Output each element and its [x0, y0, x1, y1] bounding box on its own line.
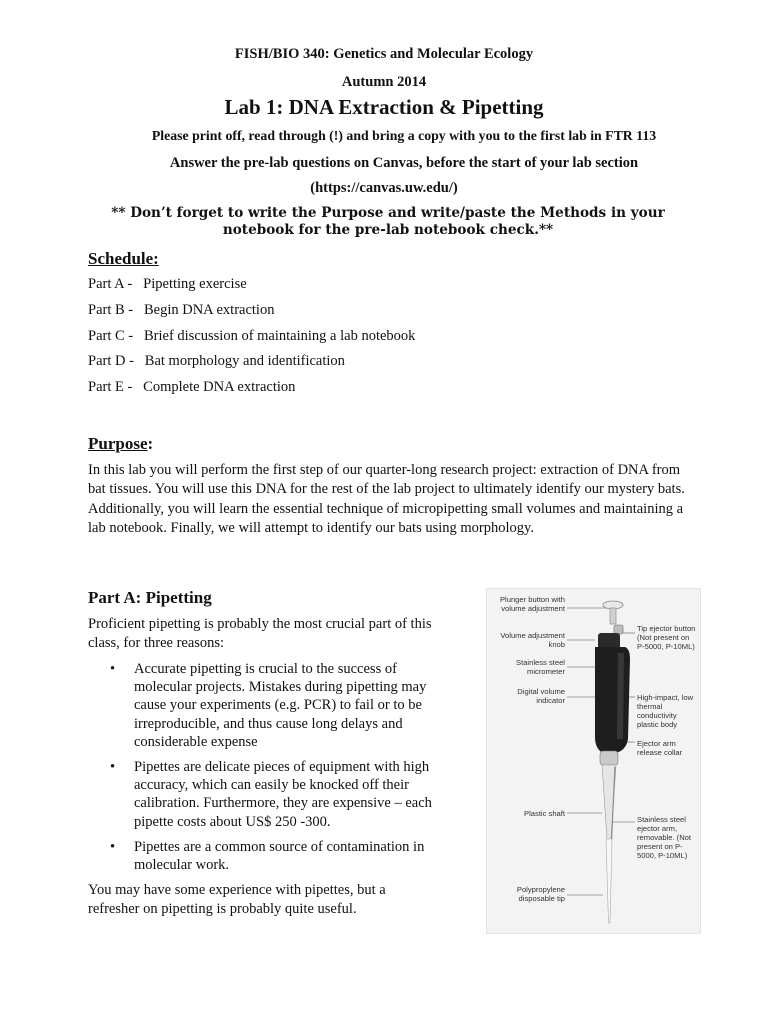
- bullet-item: [108, 758, 448, 831]
- plunger-stem: [610, 608, 616, 624]
- part-a-bullets: [108, 660, 448, 881]
- adjustment-knob: [598, 633, 620, 649]
- term: Autumn 2014: [341, 74, 427, 90]
- bullet-item: [108, 660, 448, 751]
- bullet-dot: •: [110, 838, 116, 855]
- canvas-url: (https://canvas.uw.edu/): [310, 180, 458, 196]
- course-title: FISH/BIO 340: Genetics and Molecular Ecology: [234, 46, 534, 62]
- bullet-dot: •: [110, 759, 116, 776]
- bullet-text: Accurate pipetting is crucial to the success of molecular projects. Mistakes during pipetting may cause your experiments (e.g. PCR) to fail or to be irreproducible, and thus cause long delays and considerable expense: [134, 661, 427, 750]
- pipette-body: [595, 647, 630, 753]
- schedule-list: [88, 273, 415, 402]
- bullet-text: Pipettes are a common source of contamination in molecular work.: [134, 838, 425, 874]
- schedule-item: Part B - Begin DNA extraction: [88, 301, 275, 318]
- schedule-item: Part C - Brief discussion of maintaining a lab notebook: [88, 327, 416, 344]
- label-knob: Volume adjustment knob: [500, 631, 565, 649]
- purpose-heading-colon: :: [147, 434, 154, 453]
- part-a-heading: Part A: Pipetting: [88, 588, 212, 607]
- disposable-tip: [606, 839, 612, 923]
- label-ejector-arm: Stainless steel ejector arm, removable. (Not present on P-5000, P-10ML): [637, 815, 692, 860]
- release-collar: [600, 751, 618, 765]
- lab-title: Lab 1: DNA Extraction & Pipetting: [224, 95, 544, 119]
- purpose-paragraph: In this lab you will perform the first step of our quarter-long research project: extraction of DNA from bat tissues. You will use this DNA for the rest of the lab project to ultimately identify our mystery bats. Additionally, you will learn the essential technique of micropipetting small volumes and maintaining a lab notebook. Finally, we will attempt to identify our bats using morphology.: [88, 462, 685, 536]
- label-body: High-impact, low thermal conductivity plastic body: [637, 693, 694, 729]
- notebook-reminder: ** Don’t forget to write the Purpose and write/paste the Methods in your notebook for the pre-lab notebook check.**: [111, 205, 665, 238]
- bullet-item: [108, 838, 448, 874]
- part-a-outro: You may have some experience with pipettes, but a refresher on pipetting is probably quite useful.: [88, 882, 386, 917]
- pipette-diagram: [486, 588, 701, 934]
- bullet-text: Pipettes are delicate pieces of equipment with high accuracy, which can easily be knocked off their calibration. Furthermore, they are expensive – each pipette costs about US$ 250 -300.: [134, 759, 432, 830]
- label-plunger: Plunger button with volume adjustment: [499, 595, 565, 613]
- canvas-instruction: Answer the pre-lab questions on Canvas, before the start of your lab section: [169, 155, 639, 171]
- label-shaft: Plastic shaft: [524, 809, 565, 818]
- bullet-dot: •: [110, 661, 116, 677]
- label-micrometer: Stainless steel micrometer: [516, 658, 565, 676]
- schedule-item: Part E - Complete DNA extraction: [88, 379, 296, 396]
- label-collar: Ejector arm release collar: [637, 739, 683, 757]
- print-instruction: Please print off, read through (!) and bring a copy with you to the first lab in FTR 113: [151, 128, 657, 143]
- label-tip: Polypropylene disposable tip: [516, 885, 565, 903]
- ejector-button-part: [614, 625, 623, 634]
- label-digital: Digital volume indicator: [517, 687, 565, 705]
- part-a-intro: Proficient pipetting is probably the most crucial part of this class, for three reasons:: [88, 616, 432, 651]
- body-grip: [617, 653, 624, 739]
- purpose-heading: [88, 434, 153, 454]
- schedule-item: Part A - Pipetting exercise: [88, 276, 247, 292]
- label-ejector-button: Tip ejector button (Not present on P-5000, P-10ML): [637, 624, 696, 651]
- purpose-heading-text: Purpose: [88, 434, 148, 453]
- schedule-heading: Schedule:: [88, 249, 159, 268]
- schedule-item: Part D - Bat morphology and identification: [88, 353, 345, 370]
